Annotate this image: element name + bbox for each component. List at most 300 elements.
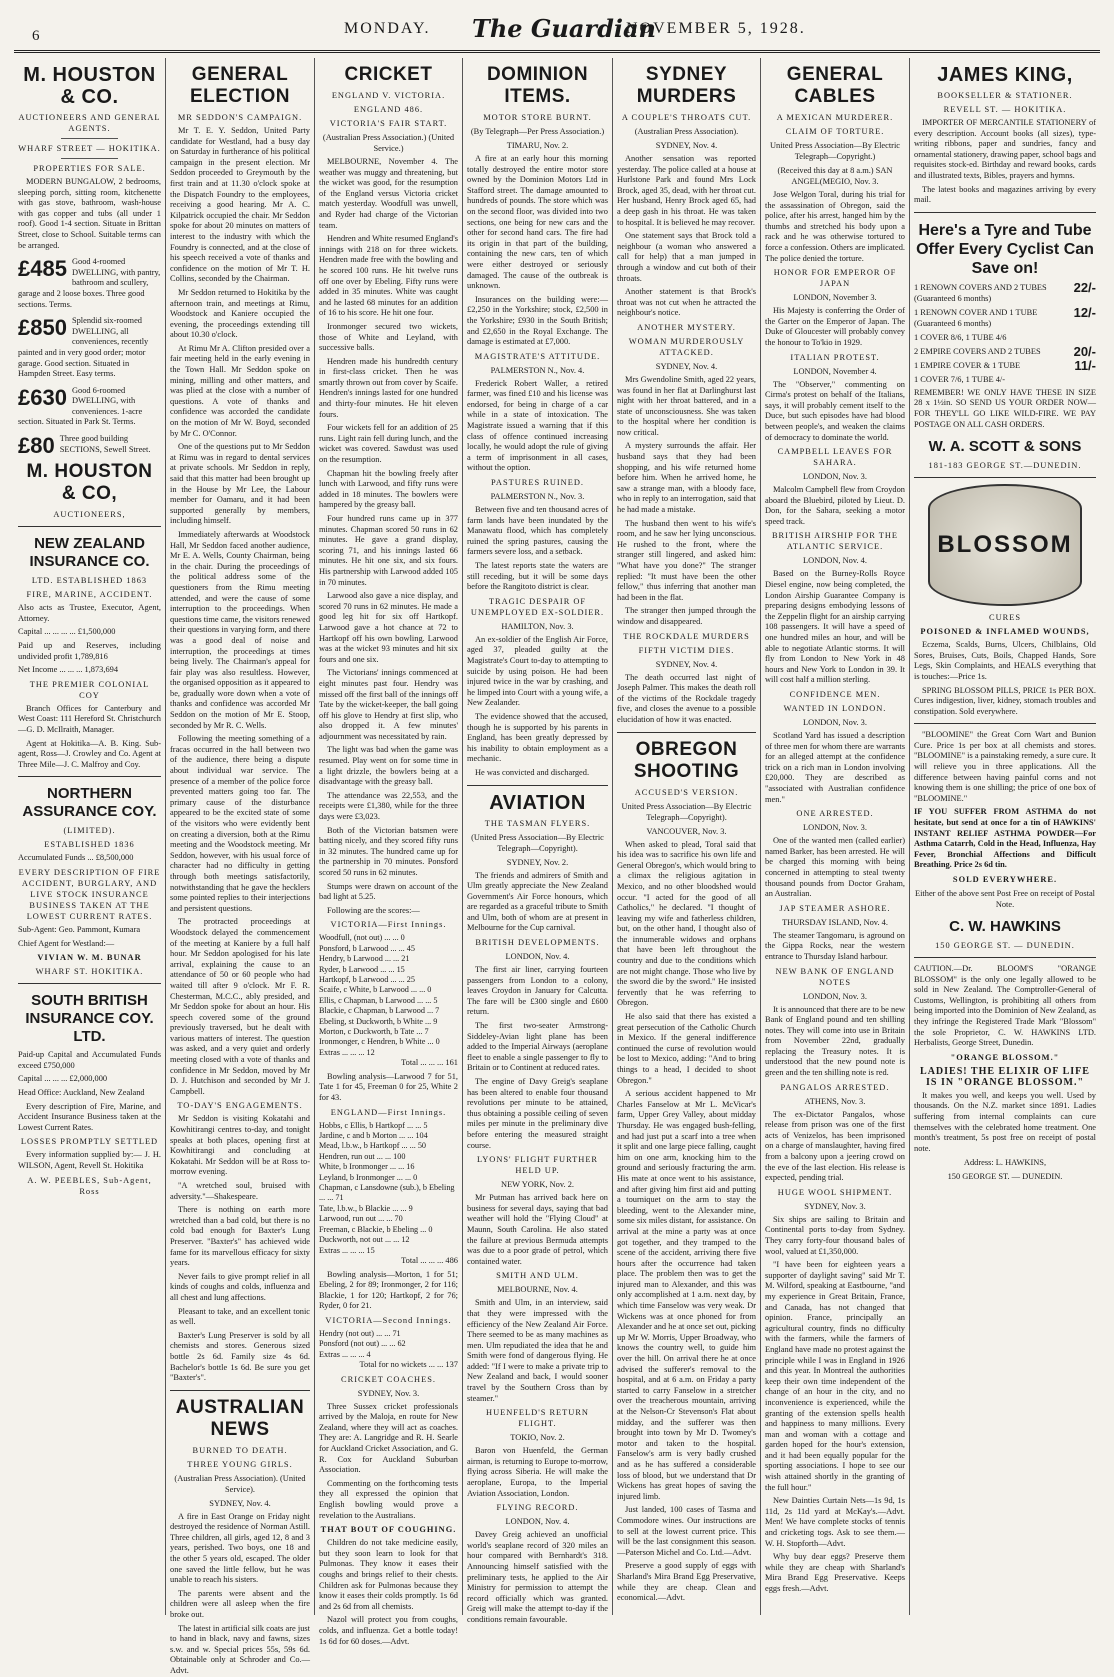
scorecard-bowling: Bowling analysis—Morton, 1 for 51; Ebeling, 2 for 89; Ironmonger, 2 for 116; Blackie, 1 for 120; Hartkopf, 2 for 76; Ryder, 0 for 21. [319, 1269, 458, 1311]
obregon-dateline: United Press Association—By Electric Telegraph—Copyright). [621, 801, 752, 822]
tyre-offer-row: 1 EMPIRE COVER & 1 TUBE 11/- [914, 357, 1096, 373]
scorecard-cell: Extras ... ... ... 4 [319, 1349, 371, 1359]
cables-para: Based on the Burney-Rolls Royce Diesel engine, now being completed, the London Airship Guarantee Company is preparing designs embodying lessons of the Zeppelin flight for an airship carrying 108 passengers. It will have a speed of one hundred miles an hour, and will be able to negotiate Atlantic storms. It will fly from London to New York in 48 hours and New York to London in 39. It will cost half a million sterling. [765, 569, 905, 685]
nzins-title: NEW ZEALAND INSURANCE CO. [29, 535, 150, 571]
cables-dateline: LONDON, Nov. 3. [803, 472, 867, 482]
cricket-dateline: SYDNEY, Nov. 3. [357, 1388, 420, 1398]
cricket-para: Hendren made his hundredth century in first-class cricket. Then he was smartly thrown out from cover by Scaife. Hendren's innings lasted for one hundred and thirty-four minutes. He hit eleven fours. [319, 356, 458, 419]
scorecard-cell: Morton, c Duckworth, b Tate ... 7 [319, 1027, 429, 1037]
houston-address: WHARF STREET — HOKITIKA. [18, 144, 161, 153]
southbritish-title: SOUTH BRITISH INSURANCE COY. LTD. [25, 992, 154, 1046]
aviation-dateline: MELBOURNE, Nov. 4. [497, 1285, 578, 1295]
cough-ad: Children do not take medicine easily, but they soon learn to look for that Pulmonas. They know it eases their coughs and brings relief to their chests. Children ask for Pulmonas because they know it eases their colds promptly. 1s 6d and 2s 6d from all chemists. [319, 1538, 458, 1611]
cricket-para: Stumps were drawn on account of the bad light at 5.25. [319, 881, 458, 902]
northern-addr: WHARF ST. HOKITIKA. [35, 967, 144, 977]
cables-dateline: United Press Association—By Electric Telegraph—Copyright.) [769, 141, 901, 161]
daylight-saving-para: "I have been for eighteen years a supporter of daylight saving" said Mr T. M. Wilford, speaking at Eastbourne, "and my experience in Great Britain, France, and Canada, has not changed that opinion. France, principally an agricultural country, finds no difficulty with the farmers, while the farmers of England have made no protest against the principle while I was in England in 1926 and this year. In Montreal the authorities keep their own time independent of the change of an hour in the city, and no inconvenience is experienced, while the granting of the extension spells health and happiness to many millions. Every man and woman with a cottage and garden hoped for the hour's extension, and it had been equally popular for the sporting associations. I hope to see our wish attained shortly in the granting of the full hour." [765, 1260, 905, 1492]
aviation-para: Mr Putman has arrived back here on business for several days, saying that bad weather will hold the "Flying Cloud" at Maunn, South Carolina. He also stated the failure at previous Bermuda attempts was due to a poor grade of petrol, which contained water. [467, 1193, 608, 1266]
scorecard-vic2 [319, 1329, 458, 1360]
scorecard-cell: Mead, l.b.w., b Hartkopf ... ... 50 [319, 1141, 427, 1151]
scorecard-cell: Tate, l.b.w., b Blackie ... ... 9 [319, 1203, 413, 1213]
caution-notice: CAUTION.—Dr. BLOOM'S "ORANGE BLOSSOM" is the only one legally allowed to be sold in New Zealand. The Comptroller-General of Customs, Wellington, is prohibiting all others from being imported into the Dominion of New Zealand, as they infringe the Registered Trade Mark "Blossom" the sole Proprietor, C. W. HAWKINS LTD. Herbalists, George Street, Dunedin. [914, 964, 1096, 1048]
cables-para: It is announced that there are to be new Bank of England pound and ten shilling notes. They will come into use in Britain from November 22nd, gradually replacing the Treasury notes. It is understood that the new pound note is green and the ten shilling note is red. [765, 1004, 905, 1078]
cables-dateline: LONDON, Nov. 3. [803, 823, 867, 833]
wounds-heading: POISONED & INFLAMED WOUNDS, [920, 627, 1090, 637]
cricket-sub: ENGLAND 486. [353, 105, 424, 114]
cables-para: One of the wanted men (called earlier) named Barker, has been arrested. He will be charged this morning with being concerned in attempting to steal twenty thousand pounds from Doctor Graham, an Australian. [765, 836, 905, 899]
election-para: Mr Seddon returned to Hokitika by the afternoon train, and meetings at Rimu, Woodstock and Kaniere occupied the evening, the proceedings extending till about 10.30 o'clock. [170, 287, 310, 340]
aviation-para: The engine of Davy Greig's seaplane has been altered to enable four thousand revolutions per minute to be attained, thus obtaining a possible ceiling of seven miles per minute in the preliminary dive before entering the measured straight course. [467, 1077, 608, 1150]
scott-title: W. A. SCOTT & SONS [928, 438, 1082, 456]
aviation-headline: THE TASMAN FLYERS. [484, 818, 591, 828]
northern-name: VIVIAN W. M. BUNAR [37, 953, 142, 963]
listing-80: £80 Three good building SECTIONS, Sewell Street. [18, 433, 151, 459]
scorecard-cell: Blackie, c Chapman, b Larwood ... 7 [319, 1006, 440, 1016]
hawkins-title: C. W. HAWKINS [949, 918, 1061, 935]
election-sub: MR SEDDON'S CAMPAIGN. [177, 113, 303, 122]
scorecard-cell: Chapman, c Lansdowne (sub.), b Ebeling ... ... 71 [319, 1183, 455, 1203]
obregon-para: He also said that there has existed a great persecution of the Catholic Church in Mexico. If the general indifference continued the curse of revolution would be lost to Mexico, adding: "And to bring things to a head, I decided to shoot Obregon." [617, 1012, 756, 1085]
baxter-ad: Baxter's Lung Preserver is sold by all chemists and stores. Generous sized bottle 2s 6d. Family size 4s 6d. Bachelor's bottle 1s 6d. Be sure you get "Baxter's". [170, 1330, 310, 1383]
northern-chief: Chief Agent for Westland:— [18, 938, 115, 948]
sydney-para: The husband then went to his wife's room, and he saw her lying unconscious. He rushed to the front, where the stranger still lingered, and asked him: "What have you done?" The stranger replied: "It must have been the other fellow," thus inferring that another man had been in the flat. [617, 518, 756, 602]
cricket-dateline: (Australian Press Association.) (United Service.) [322, 133, 455, 153]
scorecard-cell: White, b Ironmonger ... ... 16 [319, 1162, 415, 1172]
cables-dateline: LONDON, Nov. 3. [803, 718, 867, 727]
cricket-para: The attendance was 22,553, and the receipts were £1,380, while for the three days were £3,023. [319, 790, 458, 822]
scorecard-cell: Hartkopf, b Larwood ... ... 25 [319, 975, 415, 984]
dominion-dateline: HAMILTON, Nov. 3. [501, 621, 574, 631]
cricket-title: CRICKET [344, 64, 433, 85]
cricket-para: The light was bad when the game was resumed. Play went on for some time in a light drizzle, the bowlers being at a disadvantage with the greasy ball. [319, 745, 458, 787]
cricket-sub: ENGLAND V. VICTORIA. [331, 91, 446, 100]
ausnews-headline: BURNED TO DEATH. [192, 1445, 288, 1455]
scorecard-heading: VICTORIA—Second Innings. [325, 1315, 452, 1325]
nzins-est: LTD. ESTABLISHED 1863 [31, 576, 148, 586]
scorecard-row [319, 985, 458, 995]
sydney-para: One statement says that Brock told a neighbour (a woman who answered a call for help) that a man jumped in through a window and cut both of their throats. [617, 231, 756, 283]
cricket-para: Ironmonger secured two wickets, those of White and Leyland, with successive balls. [319, 321, 458, 353]
column-election [166, 58, 315, 1675]
scorecard-row [319, 1183, 458, 1204]
scorecard-cell: Ellis, c Chapman, b Larwood ... ... 5 [319, 995, 438, 1005]
scorecard-row [319, 933, 458, 943]
nzins-colonial: THE PREMIER COLONIAL COY [29, 679, 150, 700]
dominion-headline: TRAGIC DESPAIR OF UNEMPLOYED EX-SOLDIER. [470, 596, 605, 617]
dominion-para: A fire at an early hour this morning totally destroyed the entire motor store owned by the Dominion Motors Ltd in Stafford street. The damage amounted to hundreds of pounds. The store which was on the second floor, was divided into two sections, one being for new cars and the other for second hand cars. The fire had its origin in that part of the building, containing the new cars, ten of which were either destroyed or seriously damaged. The cause of the outbreak is unknown. [467, 154, 608, 291]
scorecard-row [319, 1048, 458, 1058]
james-king-title: JAMES KING, [937, 64, 1073, 86]
ausnews-para: A fire in East Orange on Friday night destroyed the residence of Norman Astill. Three children, all girls, aged 12, 8 and 3 years, perished. Two boys, one 18 and the other 5 years old, escaped. The older one saved the little fellow, but he was unable to reach his sisters. [170, 1511, 310, 1585]
sydney-dateline: (Australian Press Association). [634, 127, 739, 136]
aviation-headline: FLYING RECORD. [496, 1503, 579, 1513]
ausnews-para: The parents were absent and the children were all asleep when the fire broke out. [170, 1588, 310, 1620]
cables-dateline: SYDNEY, Nov. 3. [804, 1201, 866, 1211]
aviation-dateline: LONDON, Nov. 4. [505, 1517, 570, 1527]
spring-blossom-ad: SPRING BLOSSOM PILLS, PRICE 1s PER BOX. Cures indigestion, liver, kidney, stomach troubles and constipation. Sold everywhere. [914, 685, 1096, 716]
column-ads [910, 58, 1100, 1615]
scorecard-cell: Ebeling, st Duckworth, b White ... 9 [319, 1016, 438, 1026]
scorecard-cell: Hendry, b Larwood ... ... 21 [319, 954, 410, 964]
scorecard-row [319, 1162, 458, 1172]
cricket-para: Chapman hit the bowling freely after lunch with Larwood, and fifty runs were added in 18 minutes. The bowlers were hampered by the greasy ball. [319, 468, 458, 510]
cables-title: GENERAL CABLES [786, 64, 884, 107]
sydney-para: A mystery surrounds the affair. Her husband says that they had been shopping, and his wife returned home before him. When he arrived home, he saw a strange man, with a bloody face, who in reply to an interrogation, said that he had made a mistake. [617, 441, 756, 515]
sydney-headline: THE ROCKDALE MURDERS [623, 631, 750, 641]
scorecard-cell: Hobbs, c Ellis, b Hartkopf ... ... 5 [319, 1120, 428, 1130]
cables-headline: JAP STEAMER ASHORE. [779, 903, 891, 913]
ausnews-dateline: SYDNEY, Nov. 4. [209, 1498, 271, 1508]
sydney-dateline: SYDNEY, Nov. 4. [655, 141, 718, 150]
dominion-headline: MAGISTRATE'S ATTITUDE. [474, 351, 601, 361]
cables-headline: A MEXICAN MURDERER. [776, 113, 894, 122]
cables-para: His Majesty is conferring the Order of the Garter on the Emperor of Japan. The Duke of Gloucester will probably convey the honour to To'kio in 1929. [765, 306, 905, 347]
scorecard-row [319, 1350, 458, 1360]
aviation-title: AVIATION [489, 791, 586, 814]
scorecard-heading: ENGLAND—First Innings. [330, 1107, 447, 1117]
cough-ad-heading: THAT BOUT OF COUGHING. [320, 1525, 457, 1535]
tyre-offer-note: REMEMBER! WE ONLY HAVE THESE IN SIZE 28 x 1½in. SO SEND US YOUR ORDER NOW—FOR THEY'LL GO LIKE WILD-FIRE. WE PAY POSTAGE ON ALL CASH ORDERS. [914, 387, 1096, 429]
scorecard-cell: Ironmonger, c Hendren, b White ... 0 [319, 1037, 440, 1047]
scorecard-cell: Hendry (not out) ... ... 71 [319, 1328, 401, 1338]
scorecard-row [319, 1121, 458, 1131]
scorecard-bowling: Bowling analysis—Larwood 7 for 51, Tate 1 for 45, Freeman 0 for 25, White 2 for 43. [319, 1071, 458, 1103]
aviation-dateline: (United Press Association—By Electric Telegraph—Copyright). [471, 832, 604, 853]
james-king-para: The latest books and magazines arriving by every mail. [914, 184, 1096, 205]
hawkins-address-3: 150 GEORGE ST. — DUNEDIN. [947, 1172, 1063, 1182]
scorecard-row [319, 1027, 458, 1037]
scorecard-cell: Woodfull, (not out) ... ... 0 [319, 933, 405, 943]
tyre-offer-title: Here's a Tyre and Tube Offer Every Cyclist Can Save on! [916, 221, 1094, 277]
page-number: 6 [32, 28, 40, 44]
southbritish-peebles: A. W. PEEBLES, Sub-Agent, Ross [27, 1175, 152, 1196]
obregon-dateline: VANCOUVER, Nov. 3. [646, 826, 727, 836]
cricket-para: Four hundred runs came up in 377 minutes. Chapman scored 50 runs in 62 minutes. He gave a grand display, scoring 71, and his innings lasted 66 minutes. He hit one six, and six fours. His partnership with Larwood added 105 in 70 minutes. [319, 514, 458, 587]
cricket-sub: VICTORIA'S FAIR START. [329, 119, 448, 128]
accident-para: A serious accident happened to Mr Charles Fanselow at Mr L. McVicar's farm, Upper Grey Valley, about midday Thursday. He was engaged bush-felling, and had just put a scarf into a tree when it split and one large piece falling, caught him on one arm, knocking him to the ground and seriously fracturing the arm. His mate at once went to his assistance, and after giving him first aid and putting a tourniquet on the arm to stay the bleeding, went to the Alexander mine, some six miles distant, for assistance. On arrival at the mine a party was at once got together, and they tramped to the scene of the accident, arriving there five hours after the occurrence had taken place. The problem then was to get the injured man to Alexander, and this was only accomplished at 1 a.m. next day, by which time Fanselow was very weak. Dr Wickens was at once phoned for from Alexander and he at once set out, picking up Mr W. Morris, Upper Broadway, who knows the country well, to guide him over the hill. On arrival there he at once advised the sufferer's removal to the hospital, and at 6 a.m. on Friday a party started to carry Fanselow in a stretcher over the treacherous mountain, arriving at the Nelson-Cr Stevenson's Flat about midday, and the sufferer was then brought into town by Mr D. Twomey's motor and taken to the hospital. Fanselow's arm is very badly crushed and as he has suffered a considerable loss of blood, but we understand that Dr Wickens has great hopes of saving the injured limb. [617, 1089, 756, 1501]
egg-ad: Preserve a good supply of eggs with Sharland's Mira Brand Egg Preservative, while they are cheap. Clean and economical.—Advt. [617, 1561, 756, 1603]
cables-para: The "Observer," commenting on Cirma's protest on behalf of the Italians, says, it will probably cement itself to the Duce, but such episodes have had blood between people's, and weaken the claims of democracy to dominate the world. [765, 379, 905, 442]
northern-subagent: Sub-Agent: Geo. Pammont, Kumara [18, 924, 141, 934]
cables-para: Malcolm Campbell flew from Croydon aboard the Bluebird, piloted by Lieut. D. Don, for the Sahara, seeking a motor speed track. [765, 485, 905, 526]
cricket-para: MELBOURNE, November 4. The weather was muggy and threatening, but the wicket was good, for the resumption of the England versus Victoria cricket match yesterday. Woodfull was unwell, and Ryder had charge of the Victorian team. [319, 157, 458, 230]
nazol-ad: Nazol will protect you from coughs, colds, and influenza. Get a bottle today! 1s 6d for 60 doses.—Advt. [319, 1615, 458, 1646]
listing-bungalow: MODERN BUNGALOW, 2 bedrooms, sleeping porch, sitting room, kitchenette with gas stove, bathroom, wash-house with gas copper and tubs (all under 1 roof). Good 1-4 section. Situate in Brittan Street, close to School. Suitable terms can be arranged. [18, 177, 161, 250]
dominion-para: An ex-soldier of the English Air Force, aged 37, pleaded guilty at the Magistrate's Court to-day to attempting to suicide by using poison. He had been injured twice in the war by crashing, and he limped into Court with a young wife, a New Zealander. [467, 634, 608, 708]
nzins-agents: Agent at Hokitika—A. B. King. Sub-agent, Ross—J. Crowley and Co. Agent at Three Mile—J. C. Malfroy and Coy. [18, 738, 161, 769]
houston-section: PROPERTIES FOR SALE. [33, 164, 146, 173]
listing-850: £850 Splendid six-roomed DWELLING, all conveniences, recently painted and in very good order; motor garage. Good section. Situated in Hampden Street. Easy terms. [18, 315, 149, 379]
cables-dateline: ATHENS, Nov. 3. [804, 1096, 866, 1106]
dominion-dateline: (By Telegraph—Per Press Association.) [470, 127, 605, 136]
baxter-ad: There is nothing on earth more wretched than a bad cold, but there is no cold bad enough for Baxter's Lung Preserver. "Baxter's" has achieved wide fame for its marvellous efficacy for sixty years. [170, 1205, 310, 1268]
sydney-para: Another sensation was reported yesterday. The police called at a house at Hurlstone Park and found Mrs Lock Brock, aged 35, dead, with her throat cut. Her husband, Henry Brock aged 65, had a deep gash in his throat. He was taken to hospital. It is believed he may recover. [617, 154, 756, 227]
scorecard-cell: Extras ... ... ... 12 [319, 1047, 375, 1057]
election-para: One of the questions put to Mr Seddon at Rimu was in regard to dental services at private schools. Mr Seddon in reply, said that this matter had been brought up in the House by Mr Lee, the Labour member for Oamaru, and it had been supported generally by members, including himself. [170, 442, 310, 526]
aviation-para: The friends and admirers of Smith and Ulm greatly appreciate the New Zealand Government's Air Force honours, which are regarded as a graceful tribute to Smith and Ulm, both of whom are at present in Melbourne for the Cup carnival. [467, 870, 608, 933]
cables-dateline: THURSDAY ISLAND, Nov. 4. [782, 917, 888, 927]
cables-headline: HONOR FOR EMPEROR OF JAPAN [773, 268, 897, 289]
cables-dateline: LONDON, Nov. 4. [803, 556, 867, 566]
baxter-ad: Pleasant to take, and an excellent tonic as well. [170, 1306, 310, 1327]
scorecard-cell: Ponsford (not out) ... ... 62 [319, 1339, 406, 1349]
cables-headline: NEW BANK OF ENGLAND NOTES [775, 966, 895, 987]
masthead-day: MONDAY. [344, 20, 431, 37]
sydney-para: Mrs Gwendoline Smith, aged 22 years, was found in her flat at Darlinghurst last night with her throat battered, and in a state of unconsciousness. She was taken to the hospital where her condition is now critical. [617, 374, 756, 437]
sydney-headline: A COUPLE'S THROATS CUT. [621, 113, 752, 122]
scorecard-cell: Duckworth, not out ... ... 12 [319, 1235, 410, 1245]
dominion-para: He was convicted and discharged. [475, 767, 590, 777]
houston-title-2: M. HOUSTON & CO, [26, 461, 153, 505]
cables-headline: ITALIAN PROTEST. [790, 352, 880, 362]
scorecard-row [319, 1246, 458, 1256]
columns [14, 58, 1100, 1675]
northern-funds: Accumulated Funds ... £8,500,000 [18, 853, 134, 863]
cricket-para: Three Sussex cricket professionals arrived by the Maloja, en route for New Zealand, where they will act as coaches. They are: A. Langridge and R. H. Searle for Auckland Cricket Association, and G. R. Cox for Auckland Suburban Association. [319, 1401, 458, 1475]
election-para: Mr T. E. Y. Seddon, United Party candidate for Westland, had a busy day on Saturday in furtherance of his political campaign in the present election. Mr Seddon proceeded to Greymouth by the first train and at 11.30 o'clock spoke at the Dispatch Foundry to the employees, receiving a good hearing. Mr A. C. Kilpatrick occupied the chair. Mr Seddon spoke for about 20 minutes on matters of interest to the industry with which the Foundry is connected, and at the close of his speech received a vote of thanks and confidence on the motion of Mr T. H. Collins, seconded by the Chairman. [170, 126, 310, 284]
scorecard-row [319, 1141, 458, 1151]
dominion-para: Insurances on the building were:—£2,250 in the Yorkshire; stock, £2,500 in the Yorkshire; £930 in the South British; and £2,650 in the Royal Exchange. The damage is estimated at £7,000. [467, 294, 608, 347]
obregon-para: When asked to plead, Toral said that his idea was to sacrifice his own life and General Obregon's, which would bring to a climax the religious agitation in Mexico, and no other bloodshed would occur. "I acted for the good of all Catholics," he declared. "I thought of leaving my wife and fatherless children, but, on the other hand, I thought also of the innumerable widows and orphans that have been left throughout the country and due to the conditions which are not might change. Those who live by the sword die by the sword." He insisted fervently that he was referring to Obregon. [617, 839, 756, 1008]
silk-coats-ad: The latest in artificial silk coats are just to hand in black, navy and fawns, sizes s.w. and w. Special prices 55s, 59s 6d. Obtainable only at Schroder and Co.—Advt. [170, 1623, 310, 1675]
dominion-dateline: PALMERSTON N., Nov. 4. [490, 365, 585, 375]
egg-ad: Why buy dear eggs? Preserve them while they are cheap with Sharland's Mira Brand Egg Preservative. Keeps eggs fresh.—Advt. [765, 1552, 905, 1593]
column-cricket [315, 58, 463, 1646]
bloomine-ad: "BLOOMINE" the Great Corn Wart and Bunion Cure. Price 1s per box at all chemists and stores. "BLOOMINE" is a painstaking remedy, a sure cure. It will relieve you in three applications. All the difference between having painful corns and not knowing them is one shilling; the price of one box of "BLOOMINE." [914, 730, 1096, 803]
wine-ad: Just landed, 100 cases of Tasma and Commodore wines. Our instructions are to sell at the lowest current price. This will be the last consignment this season.—Paterson Michel and Co. Ltd.—Advt. [617, 1505, 756, 1557]
obregon-headline: ACCUSED'S VERSION. [634, 787, 739, 797]
nzins-income: Net Income ... ... ... 1,873,694 [18, 665, 119, 675]
cables-headline: CONFIDENCE MEN. [789, 690, 881, 699]
dominion-headline: MOTOR STORE BURNT. [483, 113, 592, 122]
cables-headline: PANGALOS ARRESTED. [780, 1082, 890, 1092]
cables-headline: WANTED IN LONDON. [783, 704, 887, 713]
ausnews-dateline: (Australian Press Association). (United Service). [174, 1473, 306, 1494]
northern-ltd: (LIMITED). [63, 826, 116, 836]
cables-para: Scotland Yard has issued a description of three men for whom there are warrants for an alleged attempt at the confidence trick on a rich man in London involving £20,000. They are described as "associated with Australian confidence men." [765, 731, 905, 804]
aviation-headline: SMITH AND ULM. [496, 1271, 579, 1281]
scorecard-cell: Jardine, c and b Morton ... ... 104 [319, 1131, 428, 1141]
masthead [14, 6, 1100, 53]
cables-headline: HUGE WOOL SHIPMENT. [777, 1187, 893, 1197]
tyre-offer-row: 2 EMPIRE COVERS AND 2 TUBES 20/- [914, 343, 1096, 359]
tyre-offer-row: 1 RENOWN COVER AND 1 TUBE (Guaranteed 6 months) 12/- [914, 304, 1096, 328]
asthma-ad: IF YOU SUFFER FROM ASTHMA do not hesitate, but send at once for a tin of HAWKINS' INSTANT RELIEF ASTHMA POWDER—For Asthma Catarrh, Cold in the Head, Influenza, Hay Fever, Bronchial Affections and Difficult Breathing. Price 2s 6d tin. [914, 807, 1096, 870]
sydney-headline: FIFTH VICTIM DIES. [638, 645, 735, 655]
nzins-paidup: Paid up and Reserves, including undivided profit 1,789,816 [18, 641, 161, 661]
dominion-dateline: PALMERSTON N., Nov. 3. [490, 492, 585, 502]
cricket-para: The Victorians' innings commenced at eight minutes past four. Hendry was missed off the first ball of the innings off Tate by the wicket-keeper, the ball going off his glove to Hendry at first slip, who also dropped it. A few minutes' adjournment was necessitated by rain. [319, 668, 458, 741]
election-title: GENERAL ELECTION [189, 64, 291, 107]
james-king-address: REVELL ST. — HOKITIKA. [943, 105, 1067, 114]
cricket-para: Commenting on the forthcoming tests they all expressed the opinion that English bowling would prove a revelation to the Australians. [319, 1478, 458, 1520]
houston-role-2: AUCTIONEERS, [53, 510, 126, 520]
tyre-offer-row: 1 RENOWN COVERS AND 2 TUBES (Guaranteed 6 months) 22/- [914, 279, 1096, 303]
scorecard-total: Total ... ... ... 161 [401, 1058, 458, 1068]
cures-list: Eczema, Scalds, Burns, Ulcers, Chilblains, Old Sores, Bruises, Cuts, Boils, Chapped Hands, Sore Legs, Skin Complaints, and HEALS everything that is touches:—Price 1s. [914, 640, 1096, 681]
aviation-para: The first air liner, carrying fourteen passengers from London to a colony, leaves Croydon in January for Calcutta. The fare will be £300 single and £600 return. [467, 965, 608, 1017]
cricket-para: Following are the scores:— [327, 905, 420, 915]
scott-address: 181-183 GEORGE ST.—DUNEDIN. [928, 461, 1082, 471]
curtain-ad: New Dainties Curtain Nets—1s 9d, 1s 11d, 2s 11d yard at McKay's.—Advt. Men! We have complete stocks of tennis and cricketing togs. Ask to see them.—W. H. Stopforth—Advt. [765, 1496, 905, 1548]
dominion-para: The evidence showed that the accused, though he is supported by his parents in England, has been greatly depressed by his inability to obtain employment as a mechanic. [467, 711, 608, 764]
scorecard-cell: Extras ... ... ... 15 [319, 1245, 375, 1255]
dominion-para: Between five and ten thousand acres of farm lands have been inundated by the Manawatu flood, which has completely ruined the spring pastures, causing the farmers severe loss, and a setback. [467, 505, 608, 557]
ladies-para: It makes you well, and keeps you well. Used by thousands. On the N.Z. market since 1891. Ladies suffering from internal complaints can cure themselves with the celebrated home treatment. One month's treatment, 5s post free on receipt of postal note. [914, 1090, 1096, 1153]
cricket-coaches-heading: CRICKET COACHES. [341, 1374, 436, 1384]
southbritish-losses: LOSSES PROMPTLY SETTLED [20, 1137, 159, 1147]
tyre-offer-row: 1 COVER 8/6, 1 TUBE 4/6 [914, 332, 1007, 342]
cables-para: The steamer Tangomaru, is aground on the Gippa Rocks, near the western entrance to Thursday Island harbour. [765, 930, 905, 961]
scorecard-row [319, 954, 458, 964]
scorecard-vic1 [319, 933, 458, 1058]
scorecard-eng1 [319, 1121, 458, 1256]
southbritish-desc: Every description of Fire, Marine, and Accident Insurance Business taken at the Lowest Current Rates. [18, 1101, 161, 1132]
southbritish-capital: Capital ... ... ... £2,000,000 [18, 1074, 108, 1084]
election-para: Mr Seddon is visiting Kokatahi and Kowhitirangi centres to-day, and tonight speaks at both places, opening first at Kowhitirangi and concluding at Kokatahi. Mr Seddon will be at Ross to-morrow evening. [170, 1114, 310, 1177]
cables-headline: BRITISH AIRSHIP FOR THE ATLANTIC SERVICE. [771, 531, 899, 552]
southbritish-paid: Paid-up Capital and Accumulated Funds exceed £750,000 [18, 1050, 161, 1070]
sydney-para: Another statement is that Brock's throat was not cut when he attracted the neighbour's notice. [617, 287, 756, 318]
cables-para: Jose Welgon Toral, during his trial for the assassination of Obregon, said the police, after his arrest, hanged him by the thumbs and stretched his body upon a rack and he was otherwise tortured to force a confession. Others are implicated. The police denied the torture. [765, 190, 905, 263]
column-cables [761, 58, 910, 1615]
ladies-heading: LADIES! THE ELIXIR OF LIFE IS IN "ORANGE BLOSSOM." [920, 1065, 1090, 1088]
orange-blossom-heading: "ORANGE BLOSSOM." [950, 1052, 1060, 1062]
scorecard-row [319, 1339, 458, 1349]
obregon-title: OBREGON SHOOTING [633, 738, 740, 782]
sydney-para: The death occurred last night of Joseph Palmer. This makes the death roll of the victims of the Rockdale tragedy five, and closes the avenue to a possible elucidation of how it was enacted. [617, 672, 756, 724]
scorecard-row [319, 965, 458, 975]
column-sydney [613, 58, 761, 1615]
scorecard-row [319, 1152, 458, 1162]
aviation-para: Baron von Huenfeld, the German airman, is returning to Europe to-morrow, flying across Siberia. He will make the aeroplane, Europa, to the Imperial Aviation Association, London. [467, 1446, 608, 1498]
scorecard-row [319, 975, 458, 985]
sydney-headline: WOMAN MURDEROUSLY ATTACKED. [628, 336, 745, 357]
cricket-para: Hendren and White resumed England's innings with 218 on for three wickets. Hendren made free with the bowling and he scored 100 runs. He hit twelve runs off one over by Ebeling. Fifty runs were added in 35 minutes. White was caught and he lasted 68 minutes for an addition of 16 to his score. He hit one four. [319, 234, 458, 318]
james-king-sub: BOOKSELLER & STATIONER. [937, 91, 1073, 100]
nzins-kind: FIRE, MARINE, ACCIDENT. [26, 590, 153, 600]
northern-desc: EVERY DESCRIPTION OF FIRE ACCIDENT, BURGLARY, AND LIVE STOCK INSURANCE BUSINESS TAKEN AT THE LOWEST CURRENT RATES. [18, 867, 161, 921]
sydney-title: SYDNEY MURDERS [636, 64, 737, 107]
scorecard-cell: Freeman, c Blackie, b Ebeling ... 0 [319, 1224, 433, 1234]
scorecard-row [319, 1214, 458, 1224]
aviation-headline: HUENFELD'S RETURN FLIGHT. [486, 1408, 589, 1429]
northern-est: ESTABLISHED 1836 [44, 840, 135, 850]
dominion-para: Frederick Robert Waller, a retired farmer, was fined £10 and his license was endorsed, for being in charge of a car while in a state of intoxication. The Magistrate issued a warning that if this class of offence continued increasing locally, he would adopt the rule of giving a term of imprisonment in all cases, without the option. [467, 378, 608, 473]
scorecard-row [319, 1329, 458, 1339]
cables-para: Six ships are sailing to Britain and Continental ports to-day from Sydney. They carry forty-four thousand bales of wool, valued at £1,350,000. [765, 1214, 905, 1256]
scorecard-heading: VICTORIA—First Innings. [330, 920, 447, 930]
scorecard-cell: Larwood, run out ... ... 70 [319, 1214, 403, 1224]
hawkins-address-2: Address: L. HAWKINS, [963, 1158, 1047, 1168]
dominion-para: The latest reports state the waters are still receding, but it will be some days before the Rangitoto district is clear. [467, 561, 608, 592]
sydney-para: The stranger then jumped through the window and disappeared. [617, 606, 756, 626]
scorecard-cell: Leyland, b Ironmonger ... ... 0 [319, 1172, 418, 1182]
scorecard-row [319, 1037, 458, 1047]
aviation-dateline: NEW YORK, Nov. 2. [501, 1180, 574, 1190]
cables-para: The ex-Dictator Pangalos, whose release from prison was one of the first acts of Venizelos, has been imprisoned on a charge of manslaughter, having fired from a balcony upon a jeering crowd on the eve of the last election. His release is expected, pending trial. [765, 1109, 905, 1183]
cables-dateline: LONDON, November 3. [793, 293, 877, 303]
scorecard-row [319, 996, 458, 1006]
scorecard-row [319, 1225, 458, 1235]
tyre-offer-row: 1 COVER 7/6, 1 TUBE 4/- [914, 374, 1006, 384]
column-houston [14, 58, 166, 1615]
houston-role: AUCTIONEERS AND GENERAL AGENTS. [18, 113, 161, 133]
newspaper-title: The Guardian [472, 14, 656, 43]
scorecard-row [319, 1017, 458, 1027]
post-free-note: Either of the above sent Post Free on receipt of Postal Note. [914, 889, 1096, 909]
aviation-dateline: SYDNEY, Nov. 2. [506, 857, 569, 867]
election-para: Immediately afterwards at Woodstock Hall, Mr Seddon faced another audience, Mr E. A. Wells, County Chairman, being in the chair. During the proceedings of the political address some of the questioners from the Rimu meeting attended, and were the cause of some interruption to the proceedings. When questions time came, the visitors renewed their questions in varying form, and there was a good deal of noise and interruption, the proceedings at times being lively. The Chairman's appeal for fair play was also resultless. However, the organised opposition as it appeared to be, gradually wore down when a vote of thanks and confidence was accorded Mr Seddon on the motion of Mr E. Stoop, seconded by Mr R. C. Wells. [170, 529, 311, 730]
aviation-headline: LYONS' FLIGHT FURTHER HELD UP. [476, 1155, 599, 1176]
cures-heading: CURES [989, 613, 1021, 623]
aviation-para: The first two-seater Armstrong-Siddeley-Avian light plane has been added to the Imperial Airways (aeroplane fleet to enable a single passenger to fly to Britain or to Continent at reduced rates. [467, 1021, 608, 1073]
cables-dateline: LONDON, Nov. 3. [803, 991, 867, 1001]
james-king-para: IMPORTER OF MERCANTILE STATIONERY of every description. Account books (all sizes), type-writing ribbons, paper and sundries, fancy and ornamental stationery, drawing paper, school bags and requisites stock-ed. Birthday and reward books, cards and illustrated texts, Bibles, prayers and hymns. [914, 118, 1096, 180]
scorecard-row [319, 944, 458, 954]
baxter-ad: "A wretched soul, bruised with adversity."—Shakespeare. [170, 1181, 310, 1201]
column-dominion [463, 58, 613, 1624]
scorecard-cell: Hendren, run out ... ... 100 [319, 1151, 406, 1161]
dominion-headline: PASTURES RUINED. [491, 478, 584, 488]
cables-headline: CLAIM OF TORTURE. [785, 127, 885, 136]
listing-485: £485 Good 4-roomed DWELLING, with pantry, bathroom and scullery, garage and 2 loose boxes. Three good sections. Terms. [18, 256, 161, 309]
scorecard-total: Total ... ... ... 486 [401, 1255, 458, 1265]
election-para: Following the meeting something of a fracas occurred in the hall between two of the audience, there being a dispute about individual war service. The presence of a member of the police force prevented matters going too far. The primary cause of the disturbance appeared to be the excited state of some of the visitors who were evidently bent on creating a diversion, both at the Rimu meeting and the Woodstock meeting. Mr Seddon, however, with his usual force of character had no difficulty in getting through both meetings satisfactorily, notwithstanding that he gave the hecklers some pointed replies to their interjections and persistent questions. [170, 734, 310, 913]
cricket-para: Four wickets fell for an addition of 25 runs. Light rain fell during lunch, and the wicket was covered. Sawdust was used on the resumption. [319, 423, 458, 465]
aviation-headline: BRITISH DEVELOPMENTS. [475, 938, 600, 948]
hawkins-address: 150 GEORGE ST. — DUNEDIN. [935, 941, 1075, 950]
scorecard-cell: Ponsford, b Larwood ... ... 45 [319, 943, 415, 953]
sydney-dateline: SYDNEY, Nov. 4. [655, 659, 718, 669]
scorecard-row [319, 1173, 458, 1183]
ausnews-headline: THREE YOUNG GIRLS. [187, 1459, 293, 1469]
sydney-dateline: SYDNEY, Nov. 4. [655, 361, 718, 371]
dominion-dateline: TIMARU, Nov. 2. [506, 141, 569, 150]
aviation-dateline: LONDON, Nov. 4. [505, 952, 570, 962]
masthead-date: NOVEMBER 5, 1928. [626, 20, 806, 37]
nzins-capital: Capital ... ... ... ... £1,500,000 [18, 627, 116, 637]
dominion-title: DOMINION ITEMS. [486, 64, 589, 107]
nzins-trustee: Also acts as Trustee, Executor, Agent, Attorney. [18, 603, 161, 623]
orange-blossom-logo: BLOSSOM [928, 484, 1082, 606]
listing-630: £630 Good 6-roomed DWELLING, with conveniences. 1-acre section. Situated in Park St. Terms. [18, 384, 143, 427]
baxter-ad: Never fails to give prompt relief in all kinds of coughs and colds, influenza and all chest and lung affections. [170, 1271, 310, 1302]
southbritish-office: Head Office: Auckland, New Zealand [18, 1087, 145, 1097]
cables-headline: CAMPBELL LEAVES FOR SAHARA. [777, 447, 893, 468]
scorecard-cell: Ryder, b Larwood ... ... 15 [319, 964, 405, 974]
cables-dateline: LONDON, November 4. [793, 366, 877, 376]
houston-title: M. HOUSTON & CO. [23, 64, 156, 108]
scorecard-row [319, 1131, 458, 1141]
cables-dateline: (Received this day at 8 a.m.) SAN ANGEL(MEGIO, Nov. 3. [777, 166, 893, 186]
nzins-branch: Branch Offices for Canterbury and West Coast: 111 Hereford St. Christchurch—G. D. McIlraith, Manager. [18, 703, 161, 734]
scorecard-row [319, 1006, 458, 1016]
cricket-para: Larwood also gave a nice display, and scored 70 runs in 62 minutes. He made a good leg hit for six off Hartkopf. Larwood gave a hot chance at 72 to Hartkopf off his own bowling. Larwood was at the wicket 93 minutes and hit six fours and one six. [319, 591, 458, 664]
election-para: At Rimu Mr A. Clifton presided over a fair meeting held in the early evening in the Town Hall. Mr Seddon spoke on mining, milling and other matters, and was plied at the close with a number of questions. A vote of thanks and confidence was accorded the candidate on the motion of Mr W. Boyd, seconded by Mr C. O'Connor. [170, 343, 310, 438]
sold-everywhere: SOLD EVERYWHERE. [952, 875, 1058, 884]
scorecard-row [319, 1235, 458, 1245]
aviation-dateline: TOKIO, Nov. 2. [510, 1433, 565, 1443]
election-today: TO-DAY'S ENGAGEMENTS. [177, 1101, 303, 1111]
aviation-para: Davey Greig achieved an unofficial world's seaplane record of 320 miles an hour compared with Bernhardt's 318. Announcing himself satisfied with the preliminary tests, he applied to the Air Ministry for permission to attempt the record officially which was granted. Greig will make the attempt to-day if the conditions remain favourable. [467, 1530, 608, 1624]
aviation-para: Smith and Ulm, in an interview, said that they were impressed with the efficiency of the New Zealand Air Force. There seemed to be as many machines as men. Ulm repudiated the idea that he and Smith were fond of dangerous flying. He added: "If I were to make a private trip to New Zealand and back, I would sooner travel by the Southern Cross than by steamer." [467, 1298, 608, 1403]
ausnews-title: AUSTRALIAN NEWS [175, 1396, 305, 1440]
scorecard-total: Total for no wickets ... ... 137 [359, 1360, 458, 1370]
southbritish-info: Every information supplied by:— J. H. WILSON, Agent, Revell St. Hokitika [18, 1150, 161, 1170]
sydney-headline: ANOTHER MYSTERY. [637, 322, 736, 332]
scorecard-cell: Scaife, c White, b Larwood ... ... 0 [319, 985, 432, 995]
